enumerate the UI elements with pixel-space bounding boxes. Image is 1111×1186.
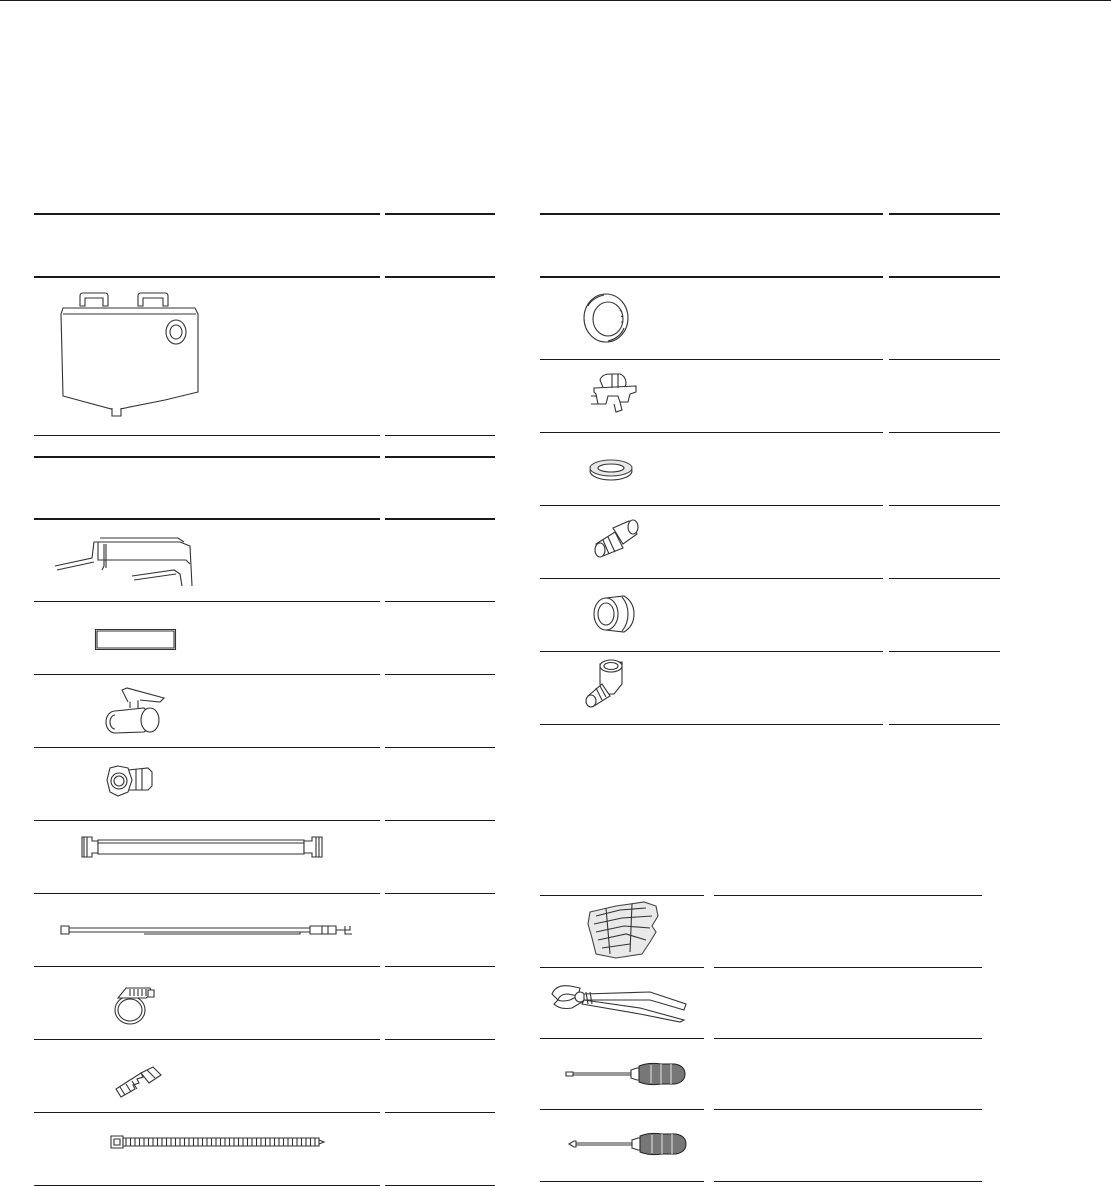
page-top-rule (0, 0, 1111, 1)
row-divider (34, 435, 380, 436)
row-divider (34, 1112, 380, 1113)
row-divider (540, 1181, 704, 1182)
foam-strip-icon (95, 629, 177, 651)
row-divider (889, 505, 1000, 506)
row-divider (385, 747, 495, 748)
table-header-bottom-rule (889, 276, 1000, 278)
row-divider (540, 505, 883, 506)
row-divider (540, 1038, 704, 1039)
row-divider (385, 820, 495, 821)
table-header-bottom-rule (34, 276, 380, 278)
row-divider (540, 432, 883, 433)
tools-table-top-rule (714, 895, 982, 896)
phillips-screwdriver-icon (568, 1130, 688, 1158)
elbow-fitting-icon (584, 658, 632, 710)
row-divider (34, 820, 380, 821)
drain-hose-icon (78, 834, 326, 860)
row-divider (889, 724, 1000, 725)
row-divider (714, 967, 982, 968)
water-tank-icon (55, 292, 205, 420)
row-divider (714, 1038, 982, 1039)
hose-clamp-icon (112, 986, 156, 1026)
grommet-ring-icon (582, 292, 630, 344)
table-header-bottom-rule (385, 518, 495, 520)
row-divider (540, 651, 883, 652)
row-divider (540, 724, 883, 725)
flathead-screwdriver-icon (565, 1060, 687, 1088)
row-divider (34, 966, 380, 967)
row-divider (385, 893, 495, 894)
row-divider (540, 359, 883, 360)
row-divider (385, 435, 495, 436)
row-divider (385, 1039, 495, 1040)
row-divider (34, 601, 380, 602)
row-divider (714, 1109, 982, 1110)
row-divider (714, 1181, 982, 1182)
flat-washer-icon (588, 458, 634, 482)
pipe-coupling-icon (592, 594, 636, 634)
row-divider (540, 967, 704, 968)
row-divider (889, 578, 1000, 579)
row-divider (889, 651, 1000, 652)
table-header-bottom-rule (34, 518, 380, 520)
row-divider (34, 747, 380, 748)
water-supply-tube-icon (60, 922, 355, 940)
row-divider (540, 578, 883, 579)
row-divider (385, 1112, 495, 1113)
row-divider (385, 601, 495, 602)
table-header-bottom-rule (540, 276, 883, 278)
table-header-bottom-rule (385, 276, 495, 278)
tube-clip-icon (590, 372, 640, 414)
cable-tie-icon (110, 1132, 326, 1152)
pliers-icon (550, 980, 690, 1022)
table-header-top-rule (34, 213, 380, 215)
row-divider (34, 674, 380, 675)
table-header-top-rule (385, 456, 495, 458)
row-divider (889, 432, 1000, 433)
shutoff-valve-icon (104, 686, 166, 736)
row-divider (385, 674, 495, 675)
tools-table-top-rule (540, 895, 704, 896)
gloves-icon (586, 898, 662, 960)
table-header-top-rule (540, 213, 883, 215)
table-header-top-rule (889, 213, 1000, 215)
mounting-bracket-icon (54, 530, 199, 592)
straight-adapter-icon (593, 518, 641, 558)
row-divider (34, 1039, 380, 1040)
table-header-top-rule (385, 213, 495, 215)
barbed-fitting-icon (113, 1065, 165, 1099)
hex-nut-adapter-icon (106, 764, 154, 802)
table-header-top-rule (34, 456, 380, 458)
row-divider (540, 1109, 704, 1110)
row-divider (385, 966, 495, 967)
row-divider (34, 893, 380, 894)
row-divider (889, 359, 1000, 360)
